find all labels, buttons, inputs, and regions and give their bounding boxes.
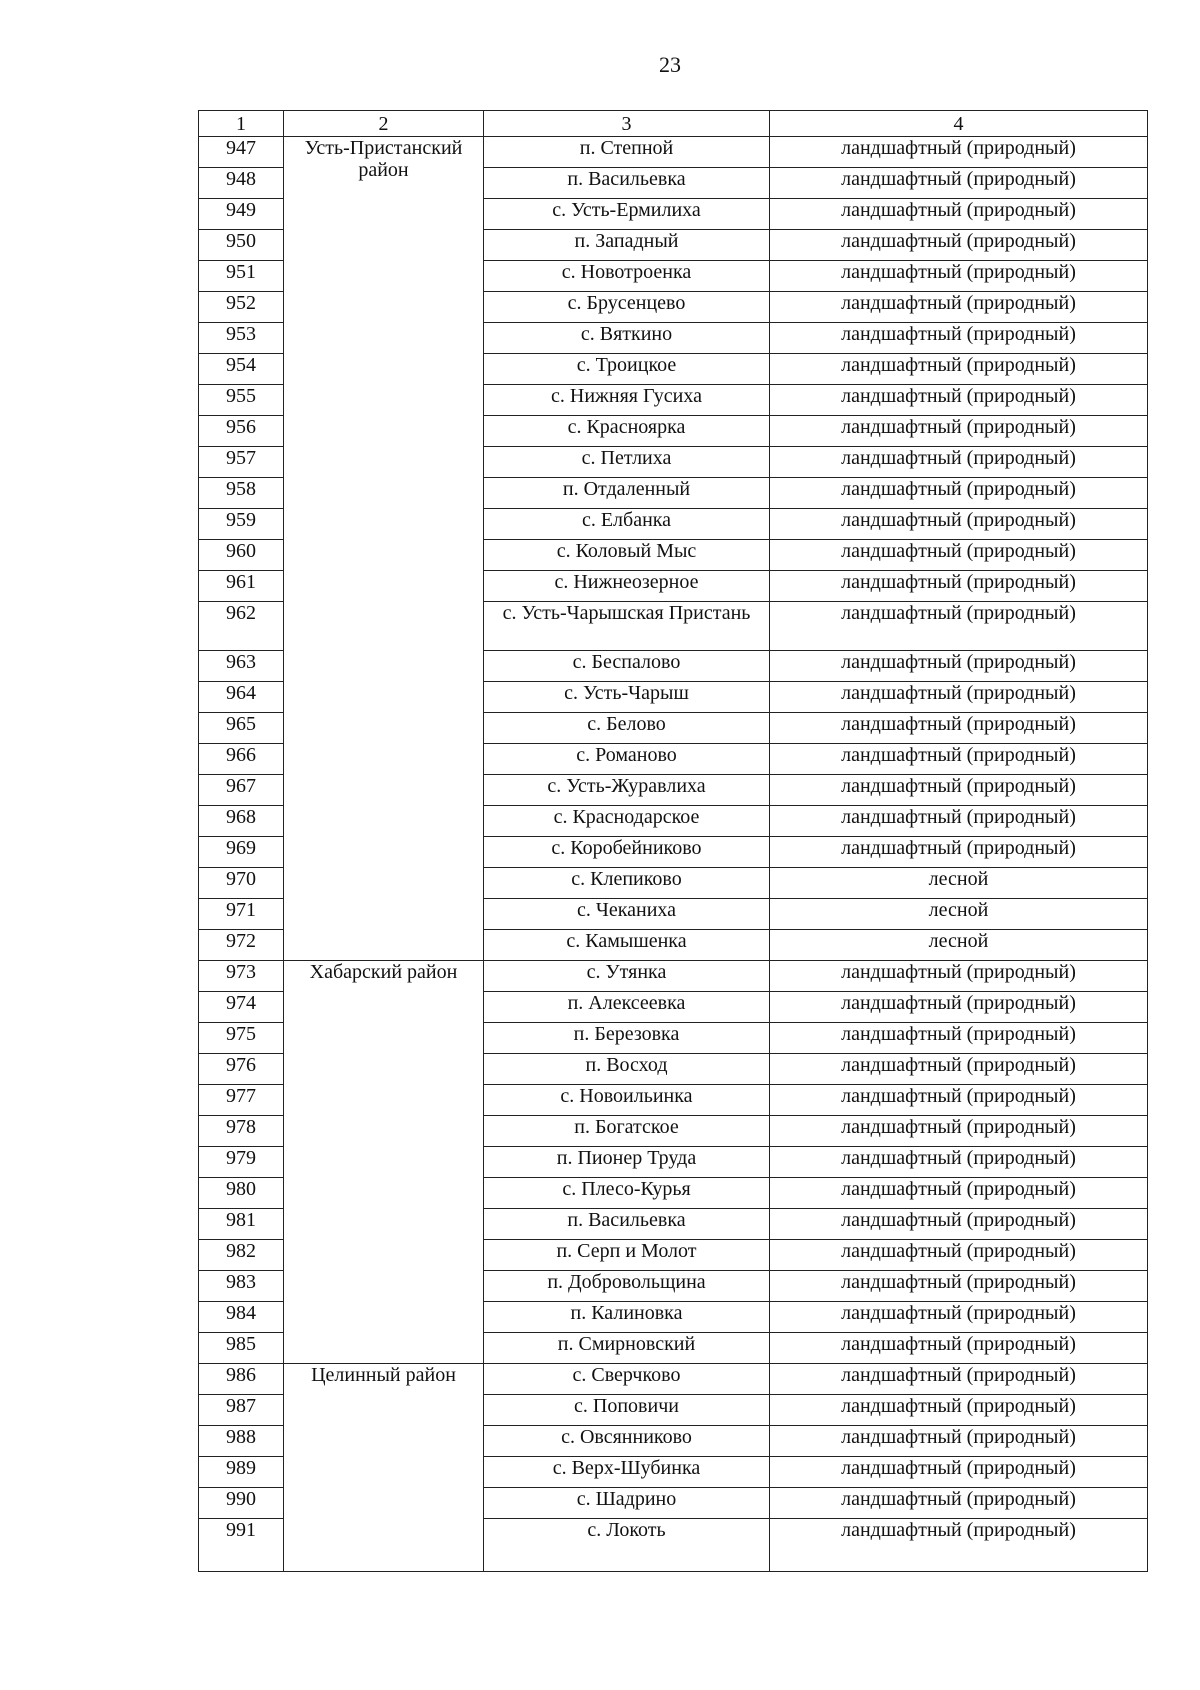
landscape-type: ландшафтный (природный)	[770, 651, 1148, 682]
settlement-name: с. Усть-Ермилиха	[484, 199, 770, 230]
row-number: 967	[199, 775, 284, 806]
landscape-type: ландшафтный (природный)	[770, 1271, 1148, 1302]
row-number: 949	[199, 199, 284, 230]
row-number: 987	[199, 1395, 284, 1426]
row-number: 962	[199, 602, 284, 651]
column-header-settlement: 3	[484, 111, 770, 137]
row-number: 978	[199, 1116, 284, 1147]
landscape-type: ландшафтный (природный)	[770, 1395, 1148, 1426]
row-number: 955	[199, 385, 284, 416]
settlement-name: с. Вяткино	[484, 323, 770, 354]
landscape-type: ландшафтный (природный)	[770, 1085, 1148, 1116]
row-number: 983	[199, 1271, 284, 1302]
table-header-row	[199, 111, 1148, 137]
row-number: 963	[199, 651, 284, 682]
settlement-name: с. Овсянниково	[484, 1426, 770, 1457]
settlement-name: с. Краснодарское	[484, 806, 770, 837]
landscape-type: ландшафтный (природный)	[770, 744, 1148, 775]
settlement-name: с. Усть-Чарыш	[484, 682, 770, 713]
settlement-name: п. Березовка	[484, 1023, 770, 1054]
settlement-name: с. Елбанка	[484, 509, 770, 540]
settlement-name: п. Западный	[484, 230, 770, 261]
district-name: Усть-Пристанский район	[284, 137, 484, 961]
row-number: 989	[199, 1457, 284, 1488]
landscape-type: ландшафтный (природный)	[770, 1302, 1148, 1333]
row-number: 980	[199, 1178, 284, 1209]
landscape-type: ландшафтный (природный)	[770, 1519, 1148, 1572]
row-number: 988	[199, 1426, 284, 1457]
row-number: 977	[199, 1085, 284, 1116]
settlement-name: с. Новоильинка	[484, 1085, 770, 1116]
row-number: 965	[199, 713, 284, 744]
row-number: 972	[199, 930, 284, 961]
settlement-name: п. Серп и Молот	[484, 1240, 770, 1271]
settlement-name: с. Белово	[484, 713, 770, 744]
row-number: 950	[199, 230, 284, 261]
district-name: Хабарский район	[284, 961, 484, 1364]
row-number: 953	[199, 323, 284, 354]
landscape-type: ландшафтный (природный)	[770, 1240, 1148, 1271]
column-header-landscape-type: 4	[770, 111, 1148, 137]
landscape-type: ландшафтный (природный)	[770, 230, 1148, 261]
page-number: 23	[659, 52, 681, 77]
landscape-type: ландшафтный (природный)	[770, 713, 1148, 744]
landscape-type: ландшафтный (природный)	[770, 354, 1148, 385]
row-number: 986	[199, 1364, 284, 1395]
row-number: 966	[199, 744, 284, 775]
landscape-type: ландшафтный (природный)	[770, 992, 1148, 1023]
row-number: 957	[199, 447, 284, 478]
district-name: Целинный район	[284, 1364, 484, 1572]
settlement-name: с. Беспалово	[484, 651, 770, 682]
settlement-name: с. Петлиха	[484, 447, 770, 478]
landscape-type: ландшафтный (природный)	[770, 1023, 1148, 1054]
settlement-name: с. Шадрино	[484, 1488, 770, 1519]
settlement-name: п. Степной	[484, 137, 770, 168]
settlement-name: с. Утянка	[484, 961, 770, 992]
table-row	[199, 961, 1148, 992]
landscape-type: ландшафтный (природный)	[770, 682, 1148, 713]
settlement-name: п. Добровольщина	[484, 1271, 770, 1302]
settlement-name: с. Клепиково	[484, 868, 770, 899]
row-number: 956	[199, 416, 284, 447]
settlement-name: п. Васильевка	[484, 1209, 770, 1240]
landscape-type: ландшафтный (природный)	[770, 199, 1148, 230]
settlement-name: с. Камышенка	[484, 930, 770, 961]
landscape-type: ландшафтный (природный)	[770, 509, 1148, 540]
settlement-name: с. Новотроенка	[484, 261, 770, 292]
row-number: 982	[199, 1240, 284, 1271]
settlement-name: с. Сверчково	[484, 1364, 770, 1395]
row-number: 981	[199, 1209, 284, 1240]
settlement-name: с. Локоть	[484, 1519, 770, 1572]
row-number: 990	[199, 1488, 284, 1519]
row-number: 979	[199, 1147, 284, 1178]
landscape-type: ландшафтный (природный)	[770, 137, 1148, 168]
settlement-name: с. Романово	[484, 744, 770, 775]
row-number: 975	[199, 1023, 284, 1054]
landscape-type: ландшафтный (природный)	[770, 571, 1148, 602]
settlement-name: с. Коловый Мыс	[484, 540, 770, 571]
row-number: 976	[199, 1054, 284, 1085]
settlement-name: с. Плесо-Курья	[484, 1178, 770, 1209]
landscape-type: ландшафтный (природный)	[770, 416, 1148, 447]
settlement-name: с. Коробейниково	[484, 837, 770, 868]
settlement-name: с. Брусенцево	[484, 292, 770, 323]
landscape-type: ландшафтный (природный)	[770, 323, 1148, 354]
row-number: 985	[199, 1333, 284, 1364]
landscape-type: ландшафтный (природный)	[770, 292, 1148, 323]
landscape-type: лесной	[770, 899, 1148, 930]
settlement-name: с. Усть-Чарышская Пристань	[484, 602, 770, 651]
settlement-name: п. Пионер Труда	[484, 1147, 770, 1178]
row-number: 954	[199, 354, 284, 385]
row-number: 961	[199, 571, 284, 602]
row-number: 959	[199, 509, 284, 540]
settlement-name: с. Красноярка	[484, 416, 770, 447]
row-number: 964	[199, 682, 284, 713]
row-number: 991	[199, 1519, 284, 1572]
landscape-type: ландшафтный (природный)	[770, 775, 1148, 806]
settlement-name: п. Смирновский	[484, 1333, 770, 1364]
settlement-name: с. Чеканиха	[484, 899, 770, 930]
row-number: 958	[199, 478, 284, 509]
landscape-type: ландшафтный (природный)	[770, 447, 1148, 478]
settlement-name: п. Калиновка	[484, 1302, 770, 1333]
settlements-table	[198, 110, 1148, 1572]
landscape-type: ландшафтный (природный)	[770, 806, 1148, 837]
landscape-type: ландшафтный (природный)	[770, 961, 1148, 992]
column-header-district: 2	[284, 111, 484, 137]
row-number: 969	[199, 837, 284, 868]
row-number: 960	[199, 540, 284, 571]
settlement-name: п. Восход	[484, 1054, 770, 1085]
landscape-type: ландшафтный (природный)	[770, 1426, 1148, 1457]
landscape-type: ландшафтный (природный)	[770, 1209, 1148, 1240]
settlement-name: с. Троицкое	[484, 354, 770, 385]
landscape-type: ландшафтный (природный)	[770, 540, 1148, 571]
landscape-type: ландшафтный (природный)	[770, 1147, 1148, 1178]
row-number: 984	[199, 1302, 284, 1333]
settlement-name: п. Васильевка	[484, 168, 770, 199]
landscape-type: лесной	[770, 868, 1148, 899]
settlement-name: п. Отдаленный	[484, 478, 770, 509]
row-number: 968	[199, 806, 284, 837]
landscape-type: ландшафтный (природный)	[770, 261, 1148, 292]
settlement-name: с. Нижняя Гусиха	[484, 385, 770, 416]
landscape-type: ландшафтный (природный)	[770, 385, 1148, 416]
row-number: 974	[199, 992, 284, 1023]
row-number: 952	[199, 292, 284, 323]
row-number: 971	[199, 899, 284, 930]
landscape-type: лесной	[770, 930, 1148, 961]
landscape-type: ландшафтный (природный)	[770, 1364, 1148, 1395]
settlement-name: с. Нижнеозерное	[484, 571, 770, 602]
landscape-type: ландшафтный (природный)	[770, 1488, 1148, 1519]
landscape-type: ландшафтный (природный)	[770, 1333, 1148, 1364]
settlement-name: п. Богатское	[484, 1116, 770, 1147]
table-row	[199, 1364, 1148, 1395]
landscape-type: ландшафтный (природный)	[770, 168, 1148, 199]
landscape-type: ландшафтный (природный)	[770, 1054, 1148, 1085]
settlement-name: с. Верх-Шубинка	[484, 1457, 770, 1488]
table-row	[199, 137, 1148, 168]
row-number: 947	[199, 137, 284, 168]
table-body	[199, 137, 1148, 1572]
landscape-type: ландшафтный (природный)	[770, 1116, 1148, 1147]
row-number: 948	[199, 168, 284, 199]
landscape-type: ландшафтный (природный)	[770, 478, 1148, 509]
row-number: 973	[199, 961, 284, 992]
landscape-type: ландшафтный (природный)	[770, 1457, 1148, 1488]
settlement-name: с. Усть-Журавлиха	[484, 775, 770, 806]
landscape-type: ландшафтный (природный)	[770, 602, 1148, 651]
landscape-type: ландшафтный (природный)	[770, 1178, 1148, 1209]
row-number: 970	[199, 868, 284, 899]
column-header-number: 1	[199, 111, 284, 137]
row-number: 951	[199, 261, 284, 292]
landscape-type: ландшафтный (природный)	[770, 837, 1148, 868]
settlement-name: п. Алексеевка	[484, 992, 770, 1023]
settlement-name: с. Поповичи	[484, 1395, 770, 1426]
